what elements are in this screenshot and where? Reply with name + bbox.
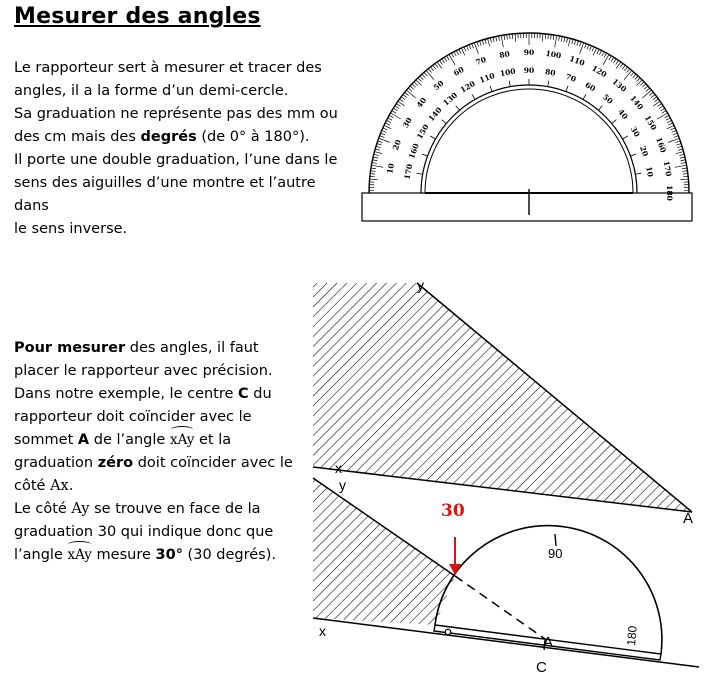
scale-outer-label: 10: [385, 162, 396, 175]
scale-outer-label: 40: [414, 95, 429, 110]
label-y: y: [339, 477, 346, 493]
scale-inner-label: 170: [402, 163, 415, 181]
scale-outer-label: 60: [451, 64, 466, 78]
scale-outer-label: 120: [590, 63, 609, 80]
scale-inner-label: 60: [583, 80, 598, 94]
protractor-outer-arc: [369, 33, 689, 193]
scale-inner-label: 80: [544, 67, 557, 78]
scale-outer-label: 70: [474, 54, 488, 67]
scale-outer-label: 50: [431, 78, 446, 93]
tick-90: [555, 534, 556, 546]
scale-outer-label: 150: [642, 113, 659, 132]
page-title: Mesurer des angles: [14, 4, 261, 29]
angle-xAy-notation: xAy: [67, 544, 91, 567]
scale-inner-label: 130: [441, 90, 460, 108]
zero-mark: [445, 629, 451, 635]
scale-inner-label: 50: [600, 92, 615, 106]
label-y: y: [417, 277, 424, 293]
paragraph-protractor-intro: Le rapporteur sert à mesurer et tracer des angles, il a la forme d’un demi-cercle. Sa graduation ne représente pas des mm ou des cm mais des degrés (de 0° à 180°). Il porte une double graduation, l’une dans le sens des aiguilles d’une montre et l’autre dans le sens inverse.: [14, 60, 338, 237]
scale-outer-label: 80: [498, 49, 511, 60]
scale-inner-label: 30: [628, 124, 642, 139]
scale-outer-label: 180: [665, 185, 674, 201]
hatched-region: [313, 478, 455, 625]
scale-inner-label: 120: [458, 79, 477, 95]
scale-outer-label: 30: [400, 115, 414, 130]
marker-30-label: 30: [441, 501, 465, 521]
paragraph-how-to-measure: Pour mesurer des angles, il faut placer le rapporteur avec précision. Dans notre exemple, le centre C du rapporteur doit coïncider avec le sommet A de l’angle xAy et la graduation zéro doit coïncider avec le côté Ax. Le côté Ay se trouve en face de la graduation 30 qui indique donc que l’angle xAy mesure 30° (30 degrés).: [14, 337, 304, 567]
scale-outer-label: 20: [390, 138, 403, 152]
scale-outer-label: 170: [661, 160, 674, 178]
scale-inner-label: 140: [426, 105, 444, 124]
scale-outer-label: 110: [568, 54, 586, 68]
label-A: A: [543, 634, 554, 651]
scale-inner-label: 110: [478, 71, 497, 85]
label-C: C: [536, 659, 547, 676]
label-x: x: [319, 623, 326, 639]
side-Ax: [313, 618, 699, 667]
label-180: 180: [624, 625, 640, 647]
scale-inner-label: 20: [638, 144, 651, 158]
scale-outer-label: 130: [610, 76, 629, 94]
label-90: 90: [548, 546, 563, 561]
scale-inner-label: 160: [407, 142, 421, 161]
protractor-base: [362, 193, 692, 221]
scale-inner-label: 70: [564, 71, 578, 84]
scale-inner-label: 150: [415, 122, 431, 141]
angle-xAy-notation: xAy: [170, 429, 194, 452]
scale-inner-label: 40: [616, 107, 630, 122]
scale-outer-label: 100: [544, 48, 562, 61]
scale-inner-label: 90: [523, 66, 535, 75]
measurement-figure: [305, 470, 711, 676]
scale-outer-label: 160: [654, 136, 668, 154]
scale-outer-label: 140: [628, 93, 646, 112]
label-A: A: [683, 510, 694, 527]
scale-inner-label: 100: [499, 66, 517, 79]
label-x: x: [335, 460, 342, 476]
scale-outer-label: 90: [523, 48, 535, 57]
protractor-inner-arc-2: [425, 89, 633, 193]
scale-inner-label: 10: [644, 165, 655, 178]
protractor-illustration: [360, 28, 700, 228]
